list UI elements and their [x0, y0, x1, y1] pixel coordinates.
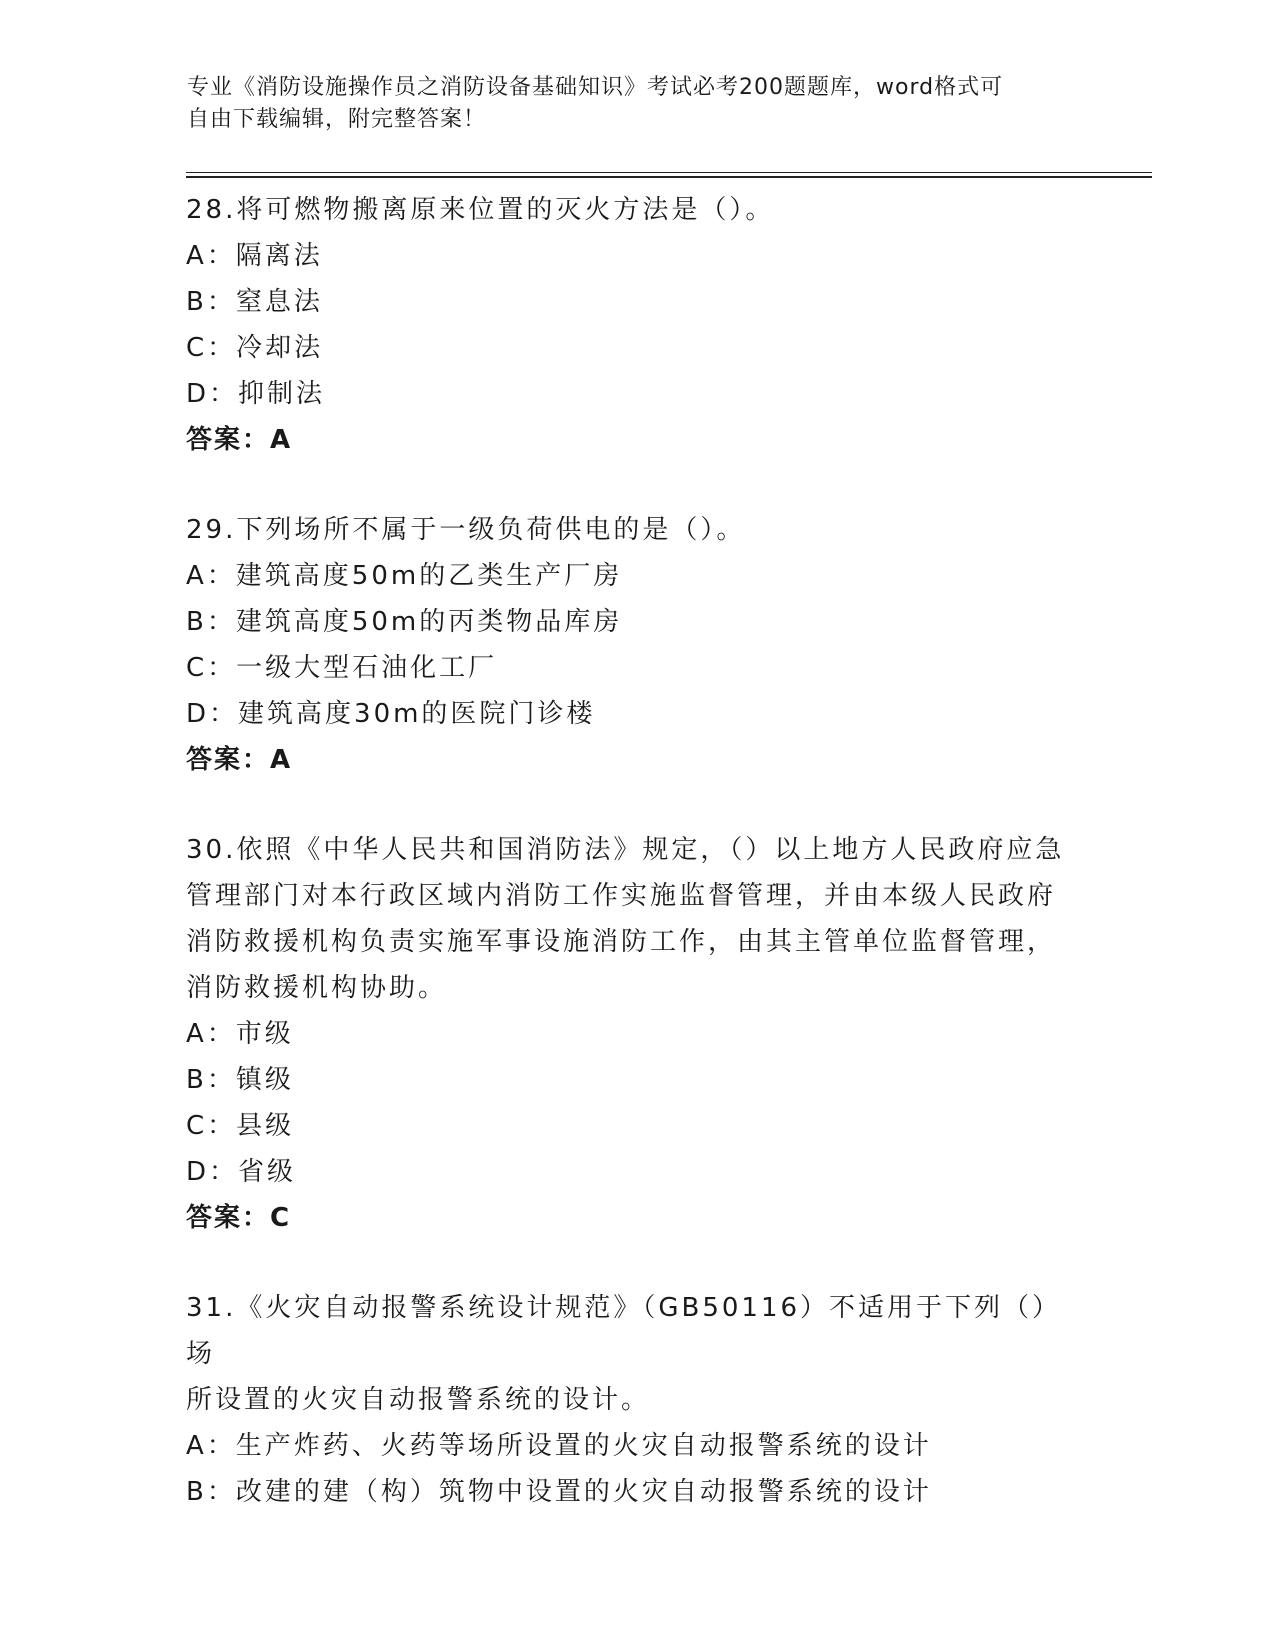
header-divider-top [186, 172, 1152, 173]
header-divider-bottom [186, 176, 1152, 178]
option-d: D：抑制法 [186, 379, 326, 409]
question-text: 29.下列场所不属于一级负荷供电的是（）。 [186, 515, 746, 545]
question-text: 30.依照《中华人民共和国消防法》规定，（）以上地方人民政府应急 管理部门对本行政区域内消防工作实施监督管理，并由本级人民政府 消防救援机构负责实施军事设施消防工作，由其主管单位监督管理， 消防救援机构协助。 [186, 835, 1065, 1003]
option-b: B：改建的建（构）筑物中设置的火灾自动报警系统的设计 [186, 1477, 932, 1507]
answer-label: 答案：C [186, 1203, 292, 1233]
question-text: 31.《火灾自动报警系统设计规范》（GB50116）不适用于下列（）场 所设置的火灾自动报警系统的设计。 [186, 1293, 1062, 1415]
header-title-line-1: 专业《消防设施操作员之消防设备基础知识》考试必考200题题库，word格式可 [187, 75, 1004, 100]
option-d: D：建筑高度30m的医院门诊楼 [186, 699, 596, 729]
option-b: B：窒息法 [186, 287, 323, 317]
option-c: C：县级 [186, 1111, 295, 1141]
header-title-line-2: 自由下载编辑，附完整答案！ [187, 107, 487, 132]
answer-label: 答案：A [186, 425, 293, 455]
question-31 [186, 1285, 1086, 1515]
option-a: A：隔离法 [186, 241, 323, 271]
option-b: B：镇级 [186, 1065, 294, 1095]
question-text: 28.将可燃物搬离原来位置的灭火方法是（）。 [186, 195, 775, 225]
answer-label: 答案：A [186, 745, 293, 775]
option-b: B：建筑高度50m的丙类物品库房 [186, 607, 623, 637]
option-c: C：冷却法 [186, 333, 324, 363]
question-28 [186, 187, 1086, 463]
question-list [186, 187, 1086, 1559]
option-a: A：生产炸药、火药等场所设置的火灾自动报警系统的设计 [186, 1431, 932, 1461]
option-a: A：市级 [186, 1019, 294, 1049]
option-d: D：省级 [186, 1157, 297, 1187]
question-29 [186, 507, 1086, 783]
option-a: A：建筑高度50m的乙类生产厂房 [186, 561, 623, 591]
document-header [187, 72, 1067, 136]
question-30 [186, 827, 1086, 1241]
option-c: C：一级大型石油化工厂 [186, 653, 498, 683]
